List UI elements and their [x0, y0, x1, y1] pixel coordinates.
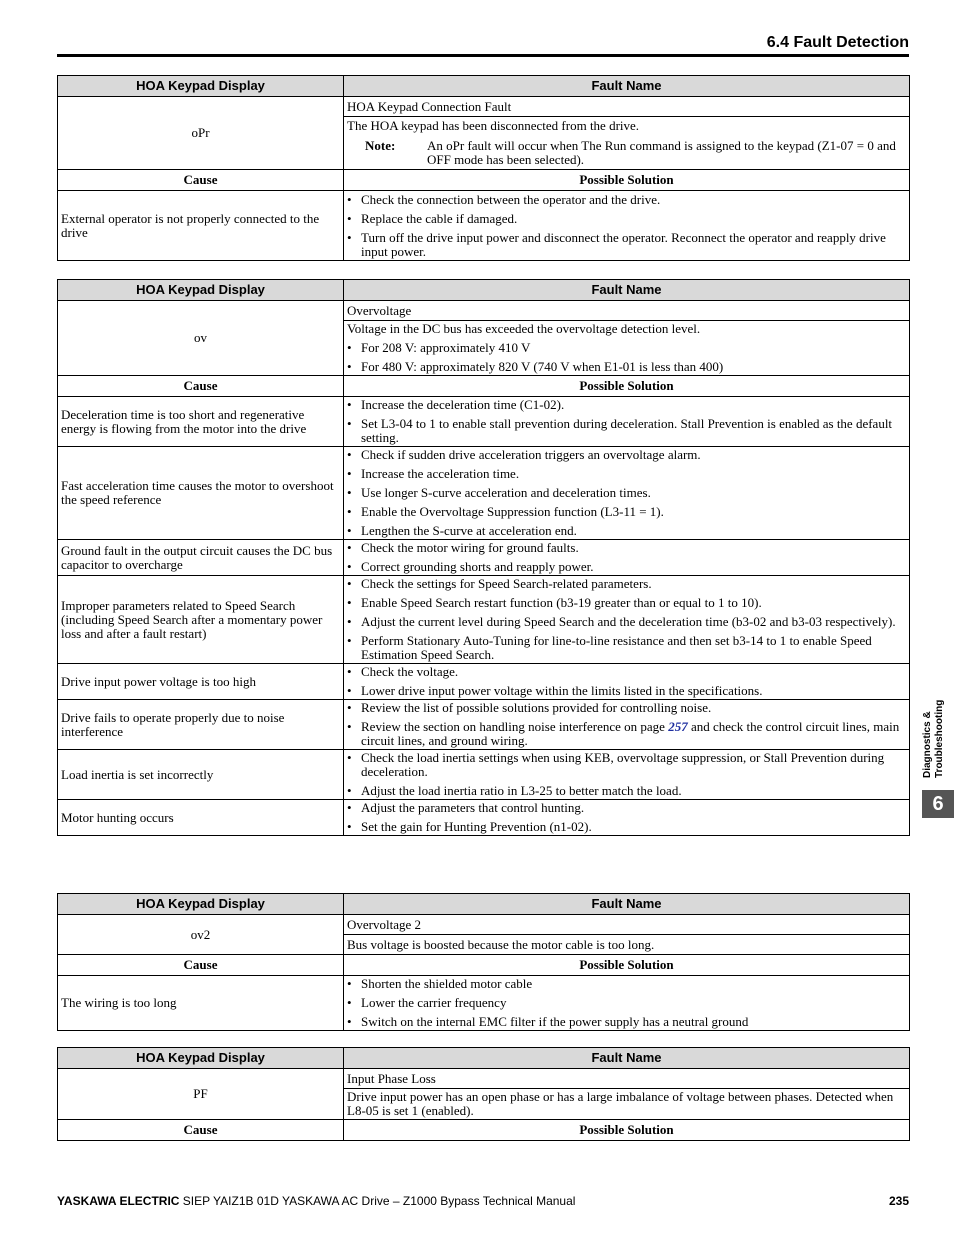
table-row	[58, 800, 910, 836]
page-footer	[57, 1194, 909, 1208]
solution-cell	[344, 576, 910, 664]
list-item: • For 480 V: approximately 820 V (740 V when E1-01 is less than 400)	[347, 360, 906, 374]
list-item: • Replace the cable if damaged.	[347, 212, 906, 226]
table-row	[58, 397, 910, 447]
page-number: 235	[888, 1194, 909, 1208]
cause-text: Improper parameters related to Speed Search (including Speed Search after a momentary power loss and after a fault restart)	[58, 576, 344, 664]
cause-text: Deceleration time is too short and regenerative energy is flowing from the motor into the drive	[58, 397, 344, 447]
list-item: • Check the connection between the operator and the drive.	[347, 193, 906, 207]
list-item: • Set L3-04 to 1 to enable stall prevention during deceleration. Stall Prevention is enabled as the default setting.	[347, 417, 906, 445]
col-cause: Cause	[58, 955, 344, 976]
solution-text-pre: Review the section on handling noise interference on page	[361, 719, 669, 734]
list-item: • Check if sudden drive acceleration triggers an overvoltage alarm.	[347, 448, 906, 462]
col-hoa-keypad-display: HOA Keypad Display	[58, 280, 344, 301]
keypad-display-code: PF	[58, 1069, 344, 1120]
list-item: • Switch on the internal EMC filter if the power supply has a neutral ground	[347, 1015, 906, 1029]
col-cause: Cause	[58, 1120, 344, 1141]
fault-table-ov	[57, 279, 910, 836]
cause-text: Load inertia is set incorrectly	[58, 750, 344, 800]
fault-description	[344, 321, 910, 376]
col-cause: Cause	[58, 376, 344, 397]
list-item: • Correct grounding shorts and reapply power.	[347, 560, 906, 574]
col-hoa-keypad-display: HOA Keypad Display	[58, 894, 344, 915]
table-row	[58, 664, 910, 700]
list-item: • Adjust the load inertia ratio in L3-25 to better match the load.	[347, 784, 906, 798]
keypad-display-code: oPr	[58, 97, 344, 170]
solution-cell	[344, 191, 910, 261]
solution-cell	[344, 800, 910, 836]
cause-text: The wiring is too long	[58, 976, 344, 1031]
col-fault-name: Fault Name	[344, 894, 910, 915]
note-block	[347, 139, 906, 167]
fault-name: Input Phase Loss	[344, 1069, 910, 1089]
col-possible-solution: Possible Solution	[344, 376, 910, 397]
note-text: An oPr fault will occur when The Run command is assigned to the keypad (Z1-07 = 0 and OFF mode has been selected).	[427, 138, 896, 167]
list-item: • Enable Speed Search restart function (b3-19 greater than or equal to 1 to 10).	[347, 596, 906, 610]
list-item: • Lengthen the S-curve at acceleration end.	[347, 524, 906, 538]
cause-text: Ground fault in the output circuit causes the DC bus capacitor to overcharge	[58, 540, 344, 576]
list-item: • Set the gain for Hunting Prevention (n1-02).	[347, 820, 906, 834]
list-item: • Increase the acceleration time.	[347, 467, 906, 481]
list-item: • Lower the carrier frequency	[347, 996, 906, 1010]
solution-cell	[344, 750, 910, 800]
col-possible-solution: Possible Solution	[344, 1120, 910, 1141]
list-item: • Use longer S-curve acceleration and deceleration times.	[347, 486, 906, 500]
list-item: • For 208 V: approximately 410 V	[347, 341, 906, 355]
list-item: • Check the load inertia settings when using KEB, overvoltage suppression, or Stall Prevention during deceleration.	[347, 751, 906, 779]
cause-text: Fast acceleration time causes the motor to overshoot the speed reference	[58, 447, 344, 540]
solution-cell	[344, 976, 910, 1031]
footer-doc-title: SIEP YAIZ1B 01D YASKAWA AC Drive – Z1000 Bypass Technical Manual	[179, 1194, 576, 1208]
col-fault-name: Fault Name	[344, 1048, 910, 1069]
col-possible-solution: Possible Solution	[344, 170, 910, 191]
table-row	[58, 540, 910, 576]
fault-description: Drive input power has an open phase or has a large imbalance of voltage between phases. Detected when L8-05 is set 1 (enabled).	[344, 1089, 910, 1120]
note-label: Note:	[365, 138, 396, 153]
list-item: • Enable the Overvoltage Suppression function (L3-11 = 1).	[347, 505, 906, 519]
description-text: The HOA keypad has been disconnected from the drive.	[347, 118, 640, 133]
fault-description	[344, 117, 910, 170]
list-item: • Adjust the parameters that control hunting.	[347, 801, 906, 815]
list-item: • Check the settings for Speed Search-related parameters.	[347, 577, 906, 591]
header-rule	[57, 54, 909, 57]
table-row	[58, 976, 910, 1031]
list-item: • Adjust the current level during Speed Search and the deceleration time (b3-02 and b3-03 respectively).	[347, 615, 906, 629]
table-row	[58, 750, 910, 800]
list-item: • Check the motor wiring for ground faults.	[347, 541, 906, 555]
solution-cell	[344, 700, 910, 750]
fault-name: Overvoltage 2	[344, 915, 910, 935]
list-item: • Lower drive input power voltage within the limits listed in the specifications.	[347, 684, 906, 698]
chapter-side-tab-label: Diagnostics & Troubleshooting	[922, 699, 945, 778]
solution-cell	[344, 447, 910, 540]
col-cause: Cause	[58, 170, 344, 191]
solution-cell	[344, 397, 910, 447]
keypad-display-code: ov2	[58, 915, 344, 955]
col-hoa-keypad-display: HOA Keypad Display	[58, 76, 344, 97]
col-fault-name: Fault Name	[344, 280, 910, 301]
fault-description: Bus voltage is boosted because the motor cable is too long.	[344, 935, 910, 955]
table-row	[58, 447, 910, 540]
col-fault-name: Fault Name	[344, 76, 910, 97]
description-text: Voltage in the DC bus has exceeded the overvoltage detection level.	[347, 321, 701, 336]
cause-text: Drive input power voltage is too high	[58, 664, 344, 700]
col-hoa-keypad-display: HOA Keypad Display	[58, 1048, 344, 1069]
fault-table-opr	[57, 75, 910, 261]
table-row	[58, 700, 910, 750]
fault-name: HOA Keypad Connection Fault	[344, 97, 910, 117]
cause-text: Drive fails to operate properly due to noise interference	[58, 700, 344, 750]
footer-brand: YASKAWA ELECTRIC	[57, 1194, 180, 1208]
cause-text: External operator is not properly connected to the drive	[58, 191, 344, 261]
table-row	[58, 191, 910, 261]
list-item: • Shorten the shielded motor cable	[347, 977, 906, 991]
list-item: • Review the list of possible solutions provided for controlling noise.	[347, 701, 906, 715]
page-reference-link[interactable]: 257	[668, 719, 688, 734]
solution-cell	[344, 540, 910, 576]
solution-text-post: and check the control circuit lines, main circuit lines, and ground wiring.	[361, 719, 900, 748]
solution-cell	[344, 664, 910, 700]
list-item: • Turn off the drive input power and disconnect the operator. Reconnect the operator and reapply drive input power.	[347, 231, 906, 259]
cause-text: Motor hunting occurs	[58, 800, 344, 836]
fault-name: Overvoltage	[344, 301, 910, 321]
list-item: • Perform Stationary Auto-Tuning for line-to-line resistance and then set b3-14 to 1 to enable Speed Estimation Speed Search.	[347, 634, 906, 662]
fault-table-pf	[57, 1047, 910, 1141]
list-item: • Increase the deceleration time (C1-02).	[347, 398, 906, 412]
fault-table-ov2	[57, 893, 910, 1031]
keypad-display-code: ov	[58, 301, 344, 376]
list-item: • Check the voltage.	[347, 665, 906, 679]
table-row	[58, 576, 910, 664]
col-possible-solution: Possible Solution	[344, 955, 910, 976]
section-title: 6.4 Fault Detection	[766, 34, 909, 51]
list-item	[347, 720, 906, 748]
chapter-number-tab: 6	[922, 790, 954, 818]
